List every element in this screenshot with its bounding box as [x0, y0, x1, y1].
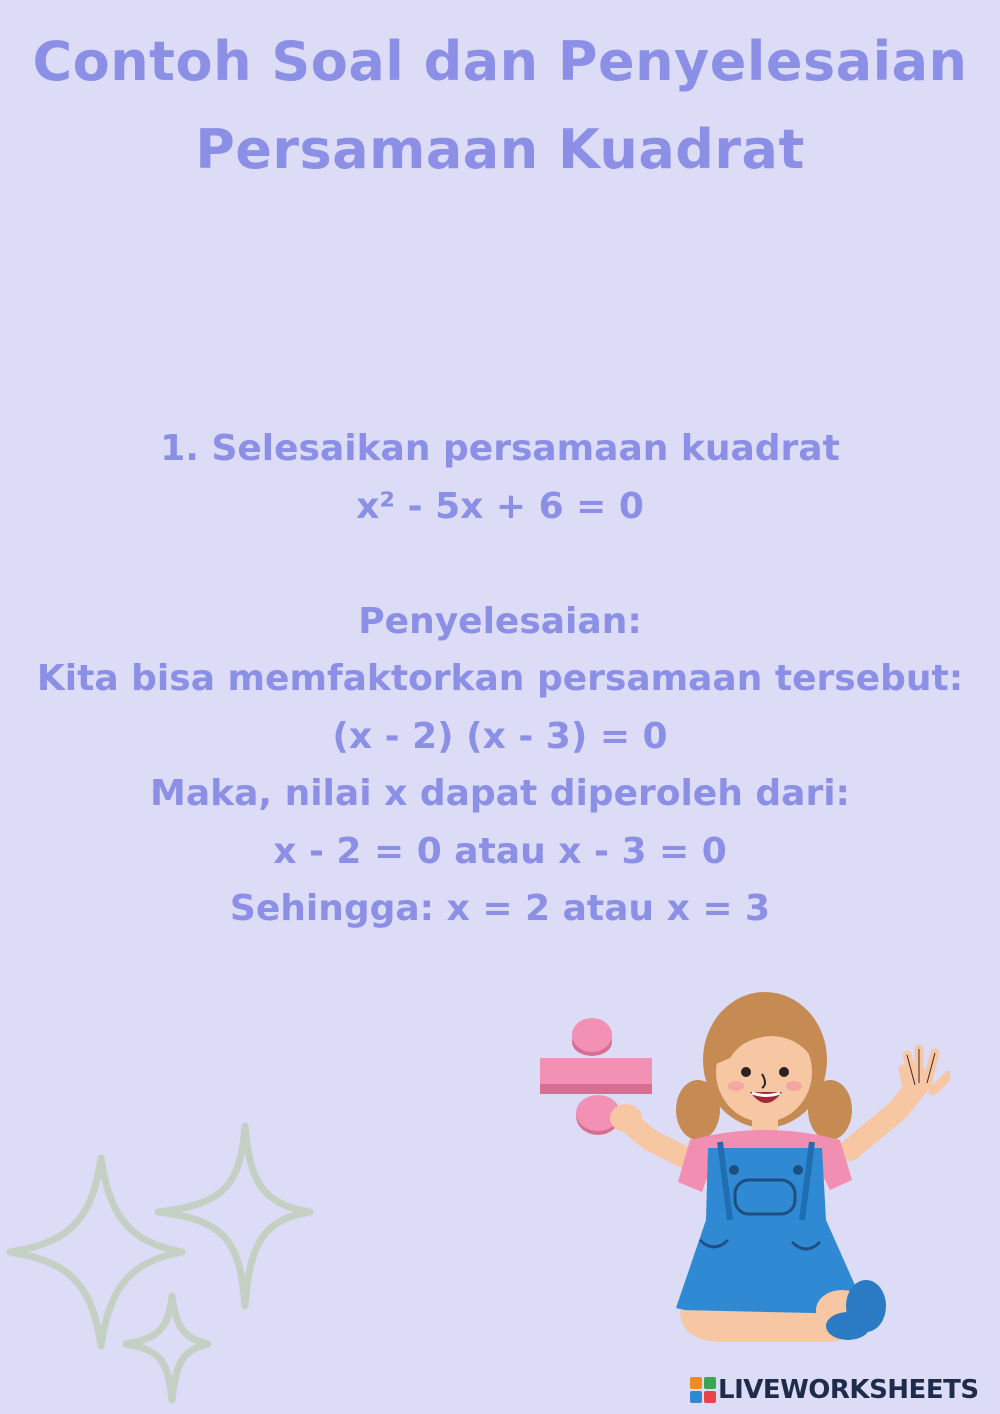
solution-result: Sehingga: x = 2 atau x = 3: [229, 888, 771, 929]
solution-heading: Penyelesaian:: [358, 600, 642, 642]
girl-illustration: [530, 980, 950, 1370]
sparkle-icon: [0, 1110, 330, 1414]
problem-question: 1. Selesaikan persamaan kuadrat: [160, 428, 840, 469]
solution-step-1: Kita bisa memfaktorkan persamaan tersebut:: [36, 658, 964, 699]
page-title: [0, 18, 1000, 194]
problem-equation: x² - 5x + 6 = 0: [356, 485, 644, 527]
spacer: [0, 535, 1000, 593]
liveworksheets-watermark: [690, 1374, 979, 1406]
title-line-2: Persamaan Kuadrat: [195, 118, 805, 181]
factored-equation: (x - 2) (x - 3) = 0: [332, 715, 668, 757]
title-line-1: Contoh Soal dan Penyelesaian: [32, 30, 968, 93]
roots-equation: x - 2 = 0 atau x - 3 = 0: [273, 830, 727, 872]
watermark-text: LIVEWORKSHEETS: [718, 1375, 979, 1405]
problem-section: [0, 420, 1000, 938]
liveworksheets-logo-icon: [690, 1377, 716, 1403]
solution-step-2: Maka, nilai x dapat diperoleh dari:: [150, 773, 850, 814]
